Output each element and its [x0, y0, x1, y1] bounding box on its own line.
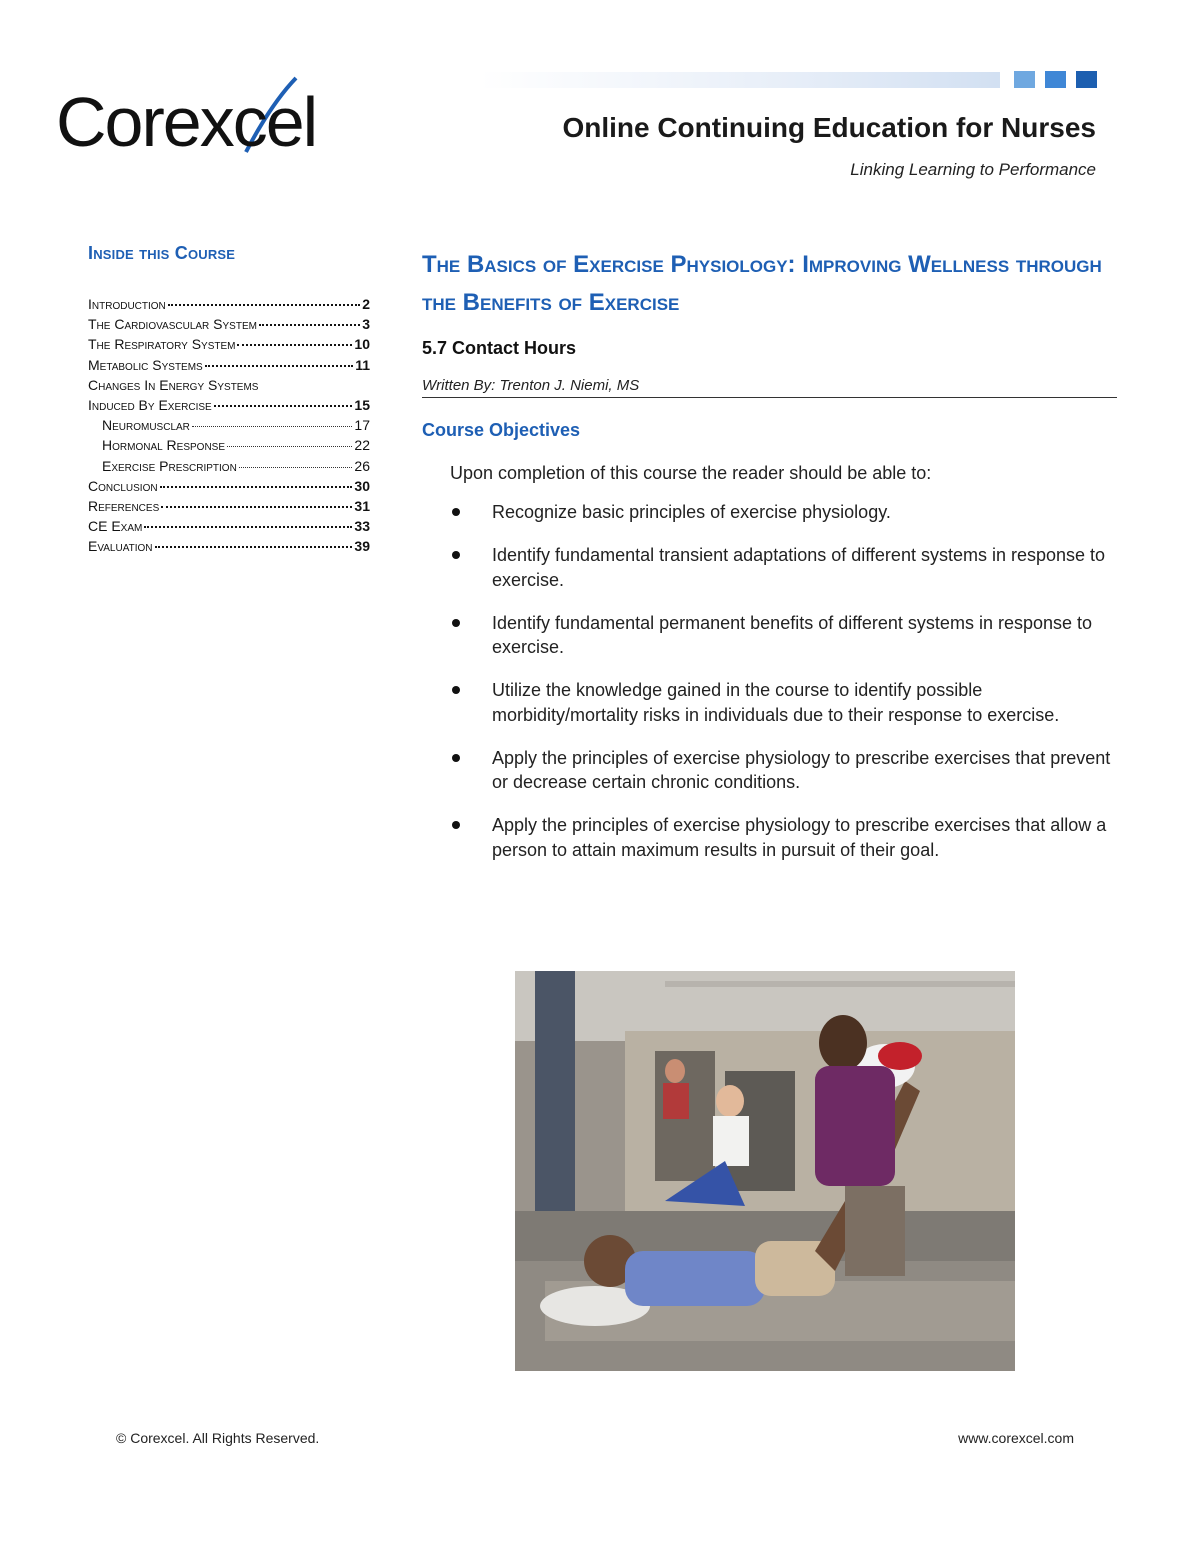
objective-item: [422, 500, 1112, 525]
toc-dot-leader: [259, 324, 360, 326]
toc-list: [88, 294, 370, 557]
toc-item-label: Changes In Energy Systems: [88, 376, 259, 393]
objectives-list: [422, 500, 1117, 862]
toc-item[interactable]: [88, 536, 370, 556]
toc-item-label: Induced By Exercise: [88, 397, 212, 414]
objective-item: [422, 611, 1112, 660]
therapy-photo-illustration: [515, 971, 1015, 1371]
toc-dot-leader: [214, 405, 353, 407]
toc-item-label: References: [88, 498, 160, 515]
contact-hours: 5.7 Contact Hours: [422, 338, 577, 358]
toc-dot-leader: [155, 546, 353, 548]
bullet-icon: [452, 551, 460, 559]
toc-item[interactable]: [88, 355, 370, 375]
toc-item-label: Evaluation: [88, 538, 153, 555]
bullet-icon: [452, 686, 460, 694]
toc-item-page: 31: [354, 498, 370, 515]
toc-item[interactable]: [88, 334, 370, 354]
objective-text: Recognize basic principles of exercise physiology.: [492, 502, 891, 522]
toc-item-page: 30: [354, 477, 370, 494]
sidebar-toc: [88, 243, 370, 557]
footer-copyright: © Corexcel. All Rights Reserved.: [116, 1430, 320, 1446]
header-square-mid: [1045, 71, 1066, 88]
toc-item-page: 39: [354, 538, 370, 555]
toc-item-label: Introduction: [88, 296, 166, 312]
therapy-photo: [515, 971, 1015, 1371]
header-tagline: Linking Learning to Performance: [850, 160, 1096, 179]
objective-item: [422, 678, 1112, 727]
toc-item-page: 17: [354, 417, 370, 434]
toc-heading: Inside this Course: [88, 243, 236, 263]
toc-item-label: Metabolic Systems: [88, 356, 203, 373]
toc-item-page: 22: [354, 437, 370, 454]
toc-item[interactable]: [88, 435, 370, 455]
toc-dot-leader: [239, 467, 353, 468]
header-gradient-bar: [480, 72, 1000, 88]
toc-item-page: 26: [354, 457, 370, 474]
toc-dot-leader: [160, 486, 353, 488]
toc-item[interactable]: [88, 496, 370, 516]
objective-item: [422, 813, 1112, 862]
toc-item-label: CE Exam: [88, 518, 143, 535]
toc-item-page: 33: [354, 518, 370, 535]
toc-item-page: 10: [354, 336, 370, 353]
toc-dot-leader: [168, 304, 360, 306]
header-square-dark: [1076, 71, 1097, 88]
objectives-intro: Upon completion of this course the reader should be able to:: [450, 463, 932, 483]
main-content: [422, 246, 1117, 881]
objective-text: Identify fundamental permanent benefits of different systems in response to exercise.: [492, 612, 1093, 657]
toc-dot-leader: [227, 446, 352, 447]
toc-item[interactable]: [88, 476, 370, 496]
toc-item-page: 11: [355, 356, 370, 373]
course-title: The Basics of Exercise Physiology: Improving Wellness through the Benefits of Exercise: [422, 251, 1102, 316]
toc-item-page: 3: [362, 316, 370, 333]
bullet-icon: [452, 508, 460, 516]
logo-wordmark: Corexcel: [56, 83, 317, 161]
toc-dot-leader: [237, 344, 352, 346]
toc-dot-leader: [205, 365, 353, 367]
toc-item-label: Conclusion: [88, 477, 158, 494]
bullet-icon: [452, 754, 460, 762]
corexcel-logo: [56, 74, 356, 164]
footer-website-link[interactable]: www.corexcel.com: [958, 1430, 1074, 1446]
toc-item[interactable]: [88, 415, 370, 435]
toc-item-label: The Cardiovascular System: [88, 316, 257, 333]
toc-dot-leader: [161, 506, 352, 508]
toc-item[interactable]: [88, 375, 370, 395]
toc-item[interactable]: [88, 456, 370, 476]
toc-item-label: Neuromusclar: [102, 417, 190, 434]
header-square-light: [1014, 71, 1035, 88]
objective-text: Identify fundamental transient adaptations of different systems in response to exercise.: [492, 545, 1106, 590]
toc-item-label: The Respiratory System: [88, 336, 236, 353]
toc-item-label: Hormonal Response: [102, 437, 226, 454]
objective-item: [422, 746, 1112, 795]
toc-item-page: 2: [362, 296, 370, 312]
objective-text: Apply the principles of exercise physiology to prescribe exercises that prevent or decrease certain chronic conditions.: [492, 747, 1111, 792]
toc-item[interactable]: [88, 294, 370, 314]
toc-item[interactable]: [88, 314, 370, 334]
toc-item[interactable]: [88, 395, 370, 415]
objective-text: Apply the principles of exercise physiology to prescribe exercises that allow a person to attain maximum results in pursuit of their goal.: [492, 815, 1107, 860]
toc-dot-leader: [144, 526, 352, 528]
toc-item-label: Exercise Prescription: [102, 457, 237, 474]
toc-item-page: 15: [354, 397, 370, 414]
toc-item[interactable]: [88, 516, 370, 536]
author-line: Written By: Trenton J. Niemi, MS: [422, 377, 1117, 398]
objectives-heading: Course Objectives: [422, 420, 581, 440]
bullet-icon: [452, 821, 460, 829]
header-title: Online Continuing Education for Nurses: [562, 112, 1096, 143]
toc-dot-leader: [192, 426, 353, 427]
objective-item: [422, 543, 1112, 592]
bullet-icon: [452, 619, 460, 627]
objective-text: Utilize the knowledge gained in the course to identify possible morbidity/mortality risks in individuals due to their response to exercise.: [492, 680, 1060, 725]
